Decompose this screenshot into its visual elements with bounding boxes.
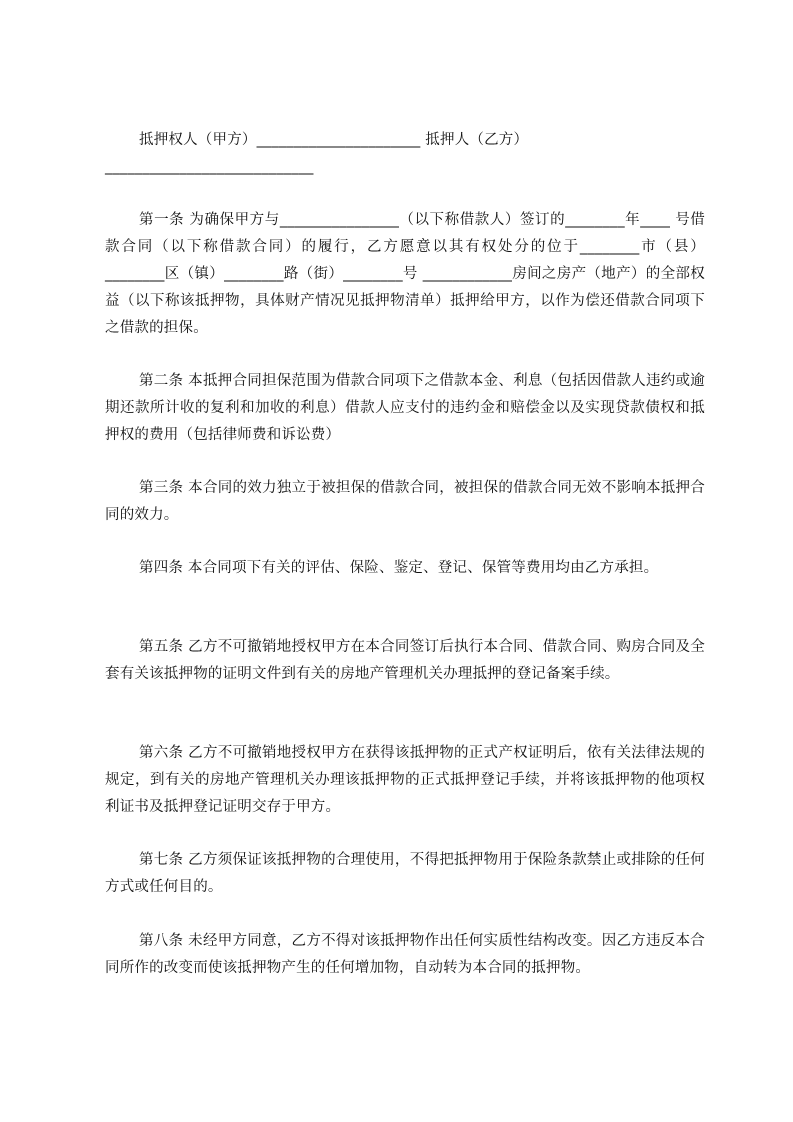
article-3: 第三条 本合同的效力独立于被担保的借款合同，被担保的借款合同无效不影响本抵押合同的效力。 bbox=[105, 480, 705, 523]
article-2: 第二条 本抵押合同担保范围为借款合同项下之借款本金、利息（包括因借款人违约或逾期还款所计收的复利和加收的利息）借款人应支付的违约金和赔偿金以及实现贷款债权和抵押权的费用（包括律师费和诉讼费） bbox=[105, 373, 705, 443]
contract-parties-line: 抵押权人（甲方）______________________ 抵押人（乙方）____________________________ bbox=[105, 132, 529, 175]
article-8: 第八条 未经甲方同意，乙方不得对该抵押物作出任何实质性结构改变。因乙方违反本合同所作的改变而使该抵押物产生的任何增加物，自动转为本合同的抵押物。 bbox=[105, 933, 705, 976]
article-7: 第七条 乙方须保证该抵押物的合理使用，不得把抵押物用于保险条款禁止或排除的任何方式或任何目的。 bbox=[105, 852, 705, 895]
article-5: 第五条 乙方不可撤销地授权甲方在本合同签订后执行本合同、借款合同、购房合同及全套有关该抵押物的证明文件到有关的房地产管理机关办理抵押的登记备案手续。 bbox=[105, 639, 705, 682]
article-4: 第四条 本合同项下有关的评估、保险、鉴定、登记、保管等费用均由乙方承担。 bbox=[139, 560, 659, 576]
article-6: 第六条 乙方不可撤销地授权甲方在获得该抵押物的正式产权证明后，依有关法律法规的规定，到有关的房地产管理机关办理该抵押物的正式抵押登记手续，并将该抵押物的他项权利证书及抵押登记证明交存于甲方。 bbox=[105, 745, 705, 815]
article-1: 第一条 为确保甲方与________________（以下称借款人）签订的________年____ 号借款合同（以下称借款合同）的履行，乙方愿意以其有权处分的位于________市（县）________区（镇）________路（街）________号 ____________房间之房产（地产）的全部权益（以下称该抵押物，具体财产情况见抵押物清单）抵押给甲方，以作为偿还借款合同项下之借款的担保。 bbox=[105, 212, 705, 336]
